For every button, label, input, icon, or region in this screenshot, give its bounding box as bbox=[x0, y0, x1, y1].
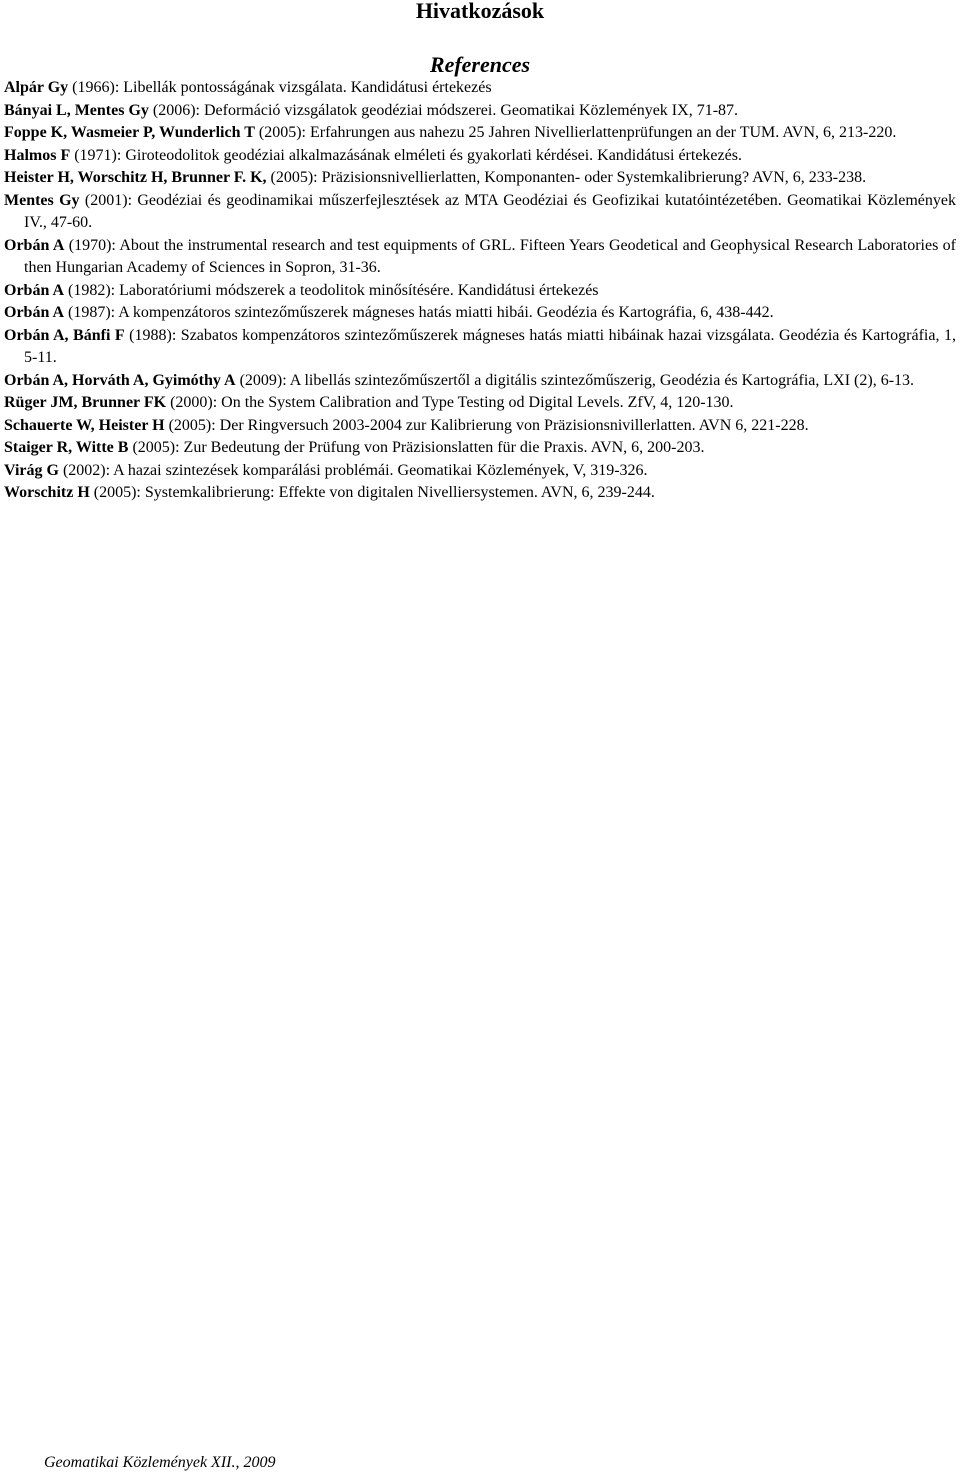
reference-item bbox=[4, 77, 956, 100]
reference-item bbox=[4, 280, 956, 303]
reference-author: Orbán A bbox=[4, 304, 65, 321]
reference-author: Bányai L, Mentes Gy bbox=[4, 101, 149, 119]
reference-author: Virág G bbox=[4, 461, 59, 479]
reference-item bbox=[4, 482, 956, 505]
reference-text: (2005): Präzisionsnivellierlatten, Komponanten- oder Systemkalibrierung? AVN, 6, 233-238. bbox=[266, 169, 867, 186]
page-title: Hivatkozások bbox=[415, 0, 545, 23]
reference-text: (2002): A hazai szintezések komparálási problémái. Geomatikai Közlemények, V, 319-326. bbox=[58, 461, 648, 479]
reference-item bbox=[4, 100, 956, 123]
reference-item bbox=[4, 460, 956, 483]
reference-author: Orbán A, Horváth A, Gyimóthy A bbox=[4, 371, 236, 389]
reference-text: (2006): Deformáció vizsgálatok geodéziai módszerei. Geomatikai Közlemények IX, 71-87. bbox=[148, 101, 739, 119]
reference-author: Orbán A bbox=[4, 236, 65, 254]
reference-item bbox=[4, 235, 956, 280]
reference-text: (2005): Systemkalibrierung: Effekte von digitalen Nivelliersystemen. AVN, 6, 239-244. bbox=[89, 484, 655, 501]
reference-text: (1982): Laboratóriumi módszerek a teodolitok minősítésére. Kandidátusi értekezés bbox=[64, 281, 599, 299]
reference-author: Halmos F bbox=[4, 146, 71, 164]
reference-author: Worschitz H bbox=[4, 484, 90, 501]
reference-author: Schauerte W, Heister H bbox=[4, 416, 165, 434]
reference-text: (2005): Der Ringversuch 2003-2004 zur Kalibrierung von Präzisionsnivillerlatten. AVN 6, 221-228. bbox=[164, 416, 809, 434]
reference-text: (2009): A libellás szintezőműszertől a digitális szintezőműszerig, Geodézia és Kartográfia, LXI (2), 6-13. bbox=[235, 371, 915, 389]
reference-author: Staiger R, Witte B bbox=[4, 439, 129, 456]
reference-author: Foppe K, Wasmeier P, Wunderlich T bbox=[4, 124, 255, 141]
reference-text: (1970): About the instrumental research and test equipments of GRL. Fifteen Years Geodetical and Geophysical Research Laboratories of then Hungarian Academy of Sciences in Sopron, 31-36. bbox=[24, 236, 957, 276]
reference-item bbox=[4, 437, 956, 460]
reference-author: Rüger JM, Brunner FK bbox=[4, 394, 167, 411]
reference-item bbox=[4, 190, 956, 235]
reference-item bbox=[4, 415, 956, 438]
reference-item bbox=[4, 302, 956, 325]
reference-text: (2005): Zur Bedeutung der Prüfung von Präzisionslatten für die Praxis. AVN, 6, 200-203. bbox=[128, 439, 705, 456]
reference-text: (2005): Erfahrungen aus nahezu 25 Jahren Nivellierlattenprüfungen an der TUM. AVN, 6, 213-220. bbox=[254, 124, 897, 141]
reference-author: Mentes Gy bbox=[4, 191, 80, 209]
reference-text: (1966): Libellák pontosságának vizsgálata. Kandidátusi értekezés bbox=[68, 79, 492, 96]
reference-item bbox=[4, 167, 956, 190]
reference-author: Heister H, Worschitz H, Brunner F. K, bbox=[4, 169, 267, 186]
reference-text: (2001): Geodéziai és geodinamikai műszerfejlesztések az MTA Geodéziai és Geofizikai kutatóintézetében. Geomatikai Közlemények IV., 47-60. bbox=[24, 191, 956, 231]
page-footer: Geomatikai Közlemények XII., 2009 bbox=[44, 1454, 276, 1471]
reference-item bbox=[4, 122, 956, 145]
reference-item bbox=[4, 325, 956, 370]
reference-item bbox=[4, 370, 956, 393]
reference-list bbox=[4, 77, 956, 505]
reference-item bbox=[4, 145, 956, 168]
reference-text: (1988): Szabatos kompenzátoros szintezőműszerek mágneses hatás miatti hibáinak hazai vizsgálata. Geodézia és Kartográfia, 1, 5-11. bbox=[24, 326, 956, 366]
reference-author: Alpár Gy bbox=[4, 79, 69, 96]
reference-text: (1971): Giroteodolitok geodéziai alkalmazásának elméleti és gyakorlati kérdései. Kandidátusi értekezés. bbox=[70, 146, 742, 164]
section-subtitle: References bbox=[429, 52, 531, 77]
reference-text: (2000): On the System Calibration and Type Testing od Digital Levels. ZfV, 4, 120-130. bbox=[166, 394, 734, 411]
reference-text: (1987): A kompenzátoros szintezőműszerek mágneses hatás miatti hibái. Geodézia és Kartográfia, 6, 438-442. bbox=[64, 304, 774, 321]
reference-item bbox=[4, 392, 956, 415]
reference-author: Orbán A, Bánfi F bbox=[4, 326, 125, 344]
reference-author: Orbán A bbox=[4, 281, 65, 299]
